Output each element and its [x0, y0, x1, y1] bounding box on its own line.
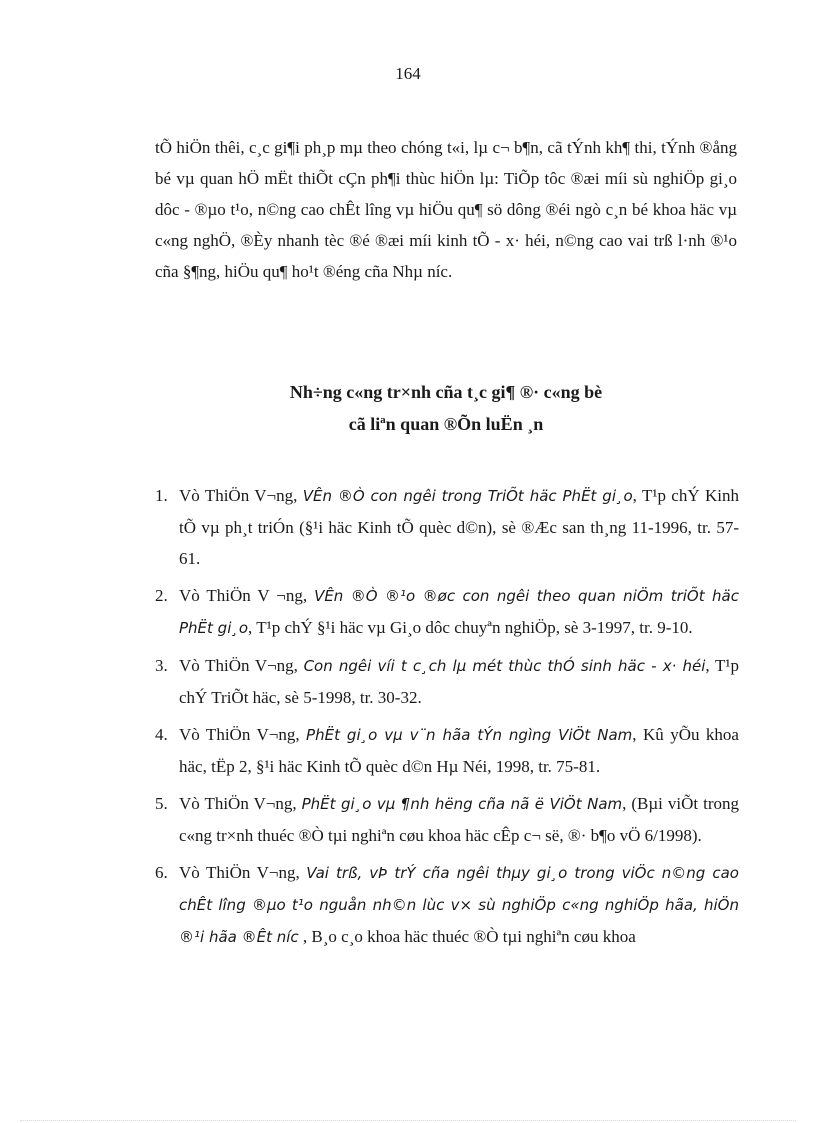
- section-heading: [155, 376, 737, 440]
- reference-title: PhËt gi¸o vµ ¶nh hëng cña nã ë ViÖt Nam: [301, 795, 623, 813]
- reference-title: PhËt gi¸o vµ v¨n hãa tÝn ngìng ViÖt Nam: [306, 726, 633, 744]
- reference-author: Vò ThiÖn V ¬ng,: [179, 586, 315, 605]
- reference-details: , (Bµi viÕt trong c«ng tr×nh thuéc ®Ò tµi nghiªn cøu khoa häc cÊp c¬ së, ®· b¶o vÖ 6/1998).: [179, 794, 739, 845]
- heading-line-2: cã liªn quan ®Õn luËn ¸n: [348, 414, 544, 434]
- reference-title: Vai trß, vÞ trÝ cña ngêi thµy gi¸o trong viÖc n©ng cao chÊt lîng ®µo t¹o nguån nh©n lùc v× sù nghiÖp c«ng nghiÖp hãa, hiÖn ®¹i hãa ®Êt níc: [179, 864, 739, 946]
- reference-author: Vò ThiÖn V¬ng,: [179, 794, 302, 813]
- page-bottom-divider: [20, 1120, 796, 1121]
- reference-details: , Kû yÕu khoa häc, tËp 2, §¹i häc Kinh tÕ quèc d©n Hµ Néi, 1998, tr. 75-81.: [179, 725, 739, 776]
- reference-list: [155, 480, 739, 959]
- reference-item: [155, 857, 739, 953]
- reference-item: [155, 719, 739, 782]
- reference-details: , T¹p chÝ Kinh tÕ vµ ph¸t triÓn (§¹i häc Kinh tÕ quèc d©n), sè ®Æc san th¸ng 11-1996, tr. 57-61.: [179, 486, 739, 568]
- reference-title: VÊn ®Ò ®¹o ®øc con ngêi theo quan niÖm triÕt häc PhËt gi¸o: [179, 587, 739, 637]
- reference-author: Vò ThiÖn V¬ng,: [179, 656, 304, 675]
- reference-item: [155, 580, 739, 644]
- reference-number: 2.: [155, 586, 168, 605]
- page-number: 164: [395, 64, 421, 83]
- intro-paragraph: tÕ hiÖn thêi, c¸c gi¶i ph¸p mµ theo chóng t«i, lµ c¬ b¶n, cã tÝnh kh¶ thi, tÝnh ®ång bé vµ quan hÖ mËt thiÕt cÇn ph¶i thùc hiÖn lµ: TiÕp tôc ®æi míi sù nghiÖp gi¸o dôc - ®µo t¹o, n©ng cao chÊt lîng vµ hiÖu qu¶ sö dông ®éi ngò c¸n bé khoa häc vµ c«ng nghÖ, ®Èy nhanh tèc ®é ®æi míi kinh tÕ - x· héi, n©ng cao vai trß l·nh ®¹o cña §¶ng, hiÖu qu¶ ho¹t ®éng cña Nhµ níc.: [155, 138, 737, 281]
- reference-number: 3.: [155, 656, 168, 675]
- heading-line-1: Nh÷ng c«ng tr×nh cña t¸c gi¶ ®· c«ng bè: [289, 382, 603, 402]
- reference-title: Con ngêi víi t c¸ch lµ mét thùc thÓ sinh häc - x· héi: [303, 657, 706, 675]
- reference-item: [155, 788, 739, 851]
- reference-item: [155, 650, 739, 713]
- reference-number: 5.: [155, 794, 168, 813]
- reference-author: Vò ThiÖn V¬ng,: [179, 863, 307, 882]
- reference-number: 6.: [155, 863, 168, 882]
- reference-author: Vò ThiÖn V¬ng,: [179, 486, 303, 505]
- reference-details: , T¹p chÝ TriÕt häc, sè 5-1998, tr. 30-32.: [179, 656, 739, 707]
- reference-details: , B¸o c¸o khoa häc thuéc ®Ò tµi nghiªn cøu khoa: [298, 927, 636, 946]
- reference-number: 4.: [155, 725, 168, 744]
- reference-author: Vò ThiÖn V¬ng,: [179, 725, 307, 744]
- reference-item: [155, 480, 739, 574]
- reference-number: 1.: [155, 486, 168, 505]
- reference-title: VÊn ®Ò con ngêi trong TriÕt häc PhËt gi¸o: [302, 487, 633, 505]
- reference-details: , T¹p chÝ §¹i häc vµ Gi¸o dôc chuyªn nghiÖp, sè 3-1997, tr. 9-10.: [248, 618, 693, 637]
